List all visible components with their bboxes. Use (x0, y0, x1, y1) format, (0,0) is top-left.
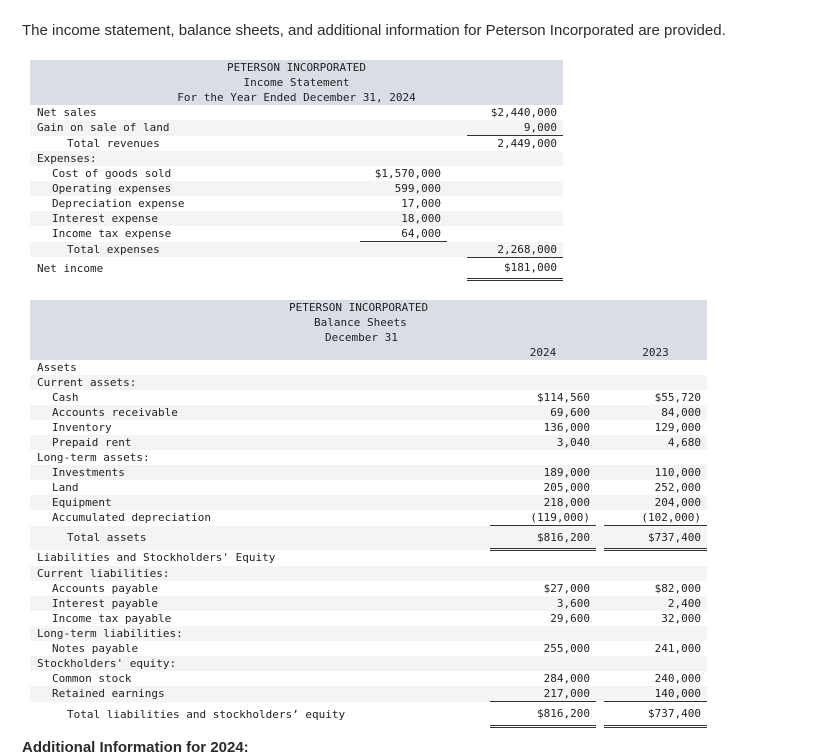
expense-label: Income tax expense (52, 227, 172, 241)
net-income-value: $181,000 (467, 257, 563, 279)
line-item-label: Prepaid rent (30, 435, 460, 450)
value-2023: (102,000) (604, 510, 707, 526)
income-company: PETERSON INCORPORATED (30, 60, 563, 75)
income-title: Income Statement (30, 75, 563, 90)
long-term-liabilities-label: Long-term liabilities: (30, 626, 460, 641)
value-2023: 240,000 (654, 672, 702, 685)
total-assets-2023: $737,400 (604, 526, 707, 550)
expense-value: 18,000 (360, 211, 447, 226)
net-sales-value: $2,440,000 (490, 106, 558, 119)
balance-date: December 31 (30, 330, 707, 345)
current-assets-label: Current assets: (30, 375, 460, 390)
value-2024: 284,000 (543, 672, 590, 685)
value-2023: 204,000 (604, 495, 707, 510)
notes-payable-2024: 255,000 (543, 642, 590, 655)
value-2024: 189,000 (490, 465, 596, 480)
year-2024-header: 2024 (490, 345, 596, 360)
line-item-label: Investments (30, 465, 460, 480)
expenses-label: Expenses: (30, 151, 360, 166)
line-item-label: Land (52, 481, 79, 494)
value-2023: 140,000 (604, 686, 707, 702)
value-2023: 110,000 (604, 465, 707, 480)
value-2024: 3,040 (490, 435, 596, 450)
value-2023: $82,000 (654, 582, 702, 595)
total-revenues-value: 2,449,000 (497, 137, 558, 150)
long-term-assets-label: Long-term assets: (37, 451, 150, 464)
notes-payable-label: Notes payable (52, 642, 139, 655)
value-2023: 32,000 (661, 612, 702, 625)
expense-label: Operating expenses (30, 181, 360, 196)
line-item-label: Inventory (52, 421, 112, 434)
value-2024: 218,000 (490, 495, 596, 510)
assets-label: Assets (37, 361, 77, 374)
value-2023: 129,000 (654, 421, 702, 434)
expense-value: 599,000 (360, 181, 447, 196)
total-le-2023: $737,400 (604, 702, 707, 727)
total-assets-label: Total assets (30, 526, 460, 550)
year-2023-header: 2023 (604, 345, 707, 360)
value-2024: 69,600 (490, 405, 596, 420)
balance-title: Balance Sheets (30, 315, 707, 330)
line-item-label: Income tax payable (52, 612, 172, 625)
income-statement-table (30, 60, 563, 281)
total-expenses-label: Total expenses (30, 242, 360, 258)
value-2023: $55,720 (654, 391, 702, 404)
line-item-label: Interest payable (30, 596, 460, 611)
current-liabilities-label: Current liabilities: (30, 566, 460, 581)
value-2023: 4,680 (604, 435, 707, 450)
additional-info-heading: Additional Information for 2024: (22, 739, 249, 756)
expense-label: Cost of goods sold (52, 167, 172, 180)
notes-payable-2023: 241,000 (654, 642, 702, 655)
value-2024: 3,600 (490, 596, 596, 611)
expense-value: 17,000 (401, 197, 441, 210)
expense-value: $1,570,000 (374, 167, 441, 180)
line-item-label: Equipment (30, 495, 460, 510)
gain-label: Gain on sale of land (30, 120, 360, 136)
line-item-label: Cash (52, 391, 79, 404)
expense-label: Interest expense (30, 211, 360, 226)
total-revenues-label: Total revenues (67, 136, 160, 150)
value-2024: 136,000 (543, 421, 590, 434)
value-2024: 217,000 (490, 686, 596, 702)
value-2023: 252,000 (654, 481, 702, 494)
line-item-label: Common stock (52, 672, 132, 685)
balance-company: PETERSON INCORPORATED (30, 300, 707, 315)
liab-equity-label: Liabilities and Stockholders' Equity (37, 551, 276, 565)
value-2023: 84,000 (604, 405, 707, 420)
value-2024: $27,000 (543, 582, 590, 595)
expense-label: Depreciation expense (52, 197, 185, 210)
intro-text: The income statement, balance sheets, and additional information for Peterson Incorporated are provided. (22, 22, 726, 39)
line-item-label: Accounts payable (52, 582, 158, 595)
value-2024: 205,000 (543, 481, 590, 494)
line-item-label: Accounts receivable (30, 405, 460, 420)
value-2023: 2,400 (604, 596, 707, 611)
balance-sheet-table (30, 300, 707, 728)
total-assets-2024: $816,200 (490, 526, 596, 550)
value-2024: (119,000) (490, 510, 596, 526)
value-2024: 29,600 (550, 612, 590, 625)
total-le-2024: $816,200 (490, 702, 596, 727)
value-2024: $114,560 (537, 391, 590, 404)
net-income-label: Net income (37, 261, 104, 275)
income-period: For the Year Ended December 31, 2024 (30, 90, 563, 105)
total-le-label: Total liabilities and stockholders’ equity (67, 707, 346, 721)
gain-value: 9,000 (467, 120, 563, 136)
line-item-label: Retained earnings (30, 686, 460, 702)
line-item-label: Accumulated depreciation (52, 511, 211, 525)
total-expenses-value: 2,268,000 (467, 242, 563, 258)
equity-label: Stockholders' equity: (30, 656, 460, 671)
expense-value: 64,000 (360, 226, 447, 242)
net-sales-label: Net sales (37, 106, 97, 119)
